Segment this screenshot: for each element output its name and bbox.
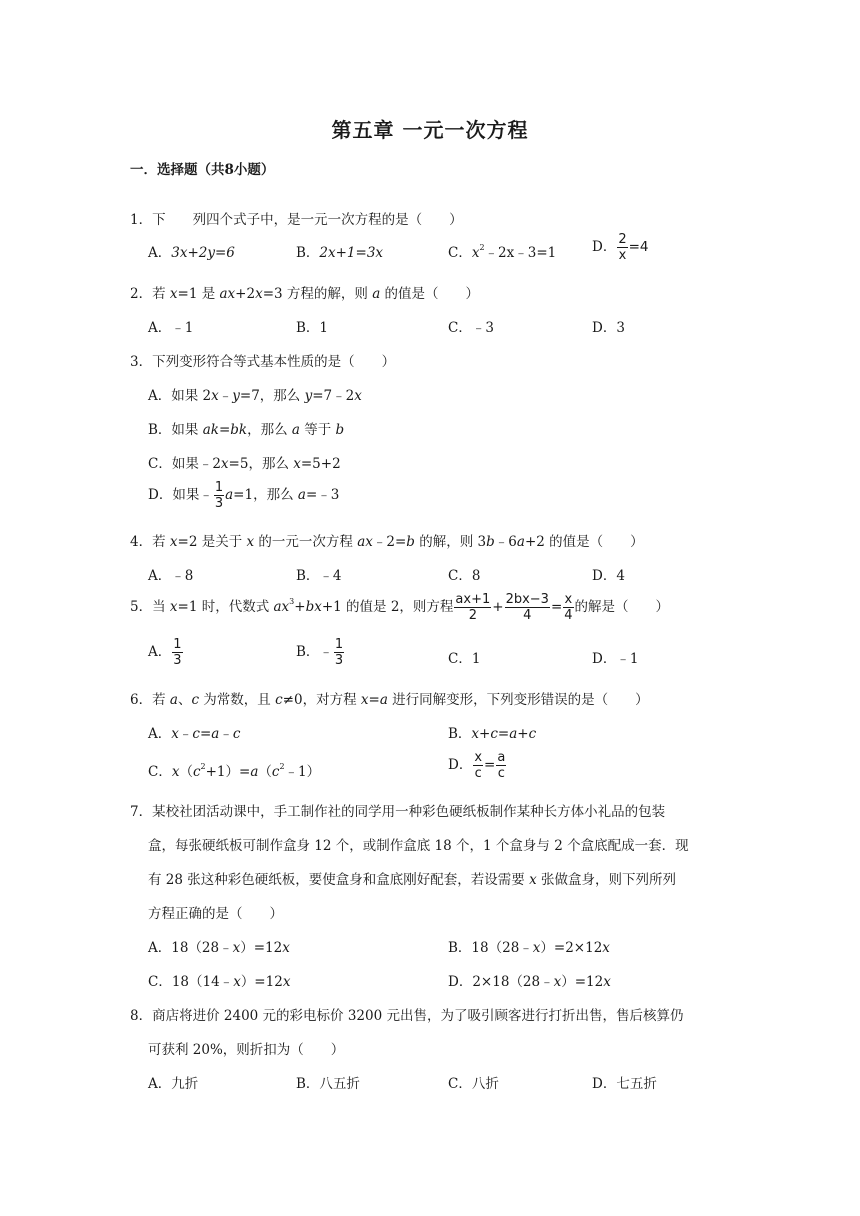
page-title: 第五章 一元一次方程 [331, 118, 529, 142]
q7-option-c: C．18（14﹣x）=12x [148, 974, 291, 990]
q7-option-b: B．18（28﹣x）=2×12x [448, 940, 610, 956]
fraction: $\frac{2}{x}$ [618, 232, 627, 263]
question-7-line-3: 有 28 张这种彩色硬纸板，要使盒身和盒底刚好配套，若设需要 x 张做盒身，则下列所列 [148, 872, 676, 888]
question-3-stem: 3．下列变形符合等式基本性质的是（ ） [130, 354, 396, 370]
q5-option-d: D．﹣1 [592, 651, 639, 667]
q1-option-c: C．$x^2﹣2x﹣3=1$ [448, 243, 557, 261]
fraction: $\frac{1}{3}$ [214, 480, 224, 511]
q3-option-a: A．如果 2x﹣y=7，那么 y=7﹣2x [148, 388, 362, 404]
q6-option-b: B．x+c=a+c [448, 726, 537, 742]
question-7-line-1: 7．某校社团活动课中，手工制作社的同学用一种彩色硬纸板制作某种长方体小礼品的包装 [130, 804, 666, 820]
q3-option-b: B．如果 ak=bk，那么 a 等于 b [148, 422, 345, 438]
q7-option-a: A．18（28﹣x）=12x [148, 940, 290, 956]
fraction: $\frac{x}{c}$ [474, 750, 483, 781]
q2-option-a: A．﹣1 [148, 320, 194, 336]
q4-option-b: B．﹣4 [296, 568, 342, 584]
q1-option-b: B．2x+1=3x [296, 245, 384, 261]
fraction: $\frac{2bx-3}{4}$ [505, 592, 549, 623]
q4-option-c: C．8 [448, 568, 481, 584]
q8-option-a: A．九折 [148, 1076, 199, 1092]
q2-option-d: D．3 [592, 320, 625, 336]
question-8-line-1: 8．商店将进价 2400 元的彩电标价 3200 元出售，为了吸引顾客进行打折出售，售后核算仍 [130, 1008, 684, 1024]
fraction: $\frac{a}{c}$ [497, 750, 506, 781]
question-text: 下 列四个式子中，是一元一次方程的是（ ） [152, 212, 463, 228]
q3-option-c: C．如果﹣2x=5，那么 x=5+2 [148, 456, 341, 472]
section-heading: 一．选择题（共8小题） [130, 162, 275, 178]
q6-option-a: A．x﹣c=a﹣c [148, 726, 241, 742]
question-number: 1． [130, 212, 153, 228]
q5-option-a: A． $\frac{1}{3}$ [148, 637, 182, 668]
q1-option-a: A．3x+2y=6 [148, 245, 235, 261]
fraction: $\frac{1}{3}$ [334, 637, 344, 668]
fraction: $\frac{x}{4}$ [564, 592, 573, 623]
question-7-line-2: 盒，每张硬纸板可制作盒身 12 个，或制作盒底 18 个，1 个盒身与 2 个盒底配成一套．现 [148, 838, 689, 854]
fraction: $\frac{1}{3}$ [173, 637, 182, 668]
q3-option-d: D．如果﹣ $\frac{1}{3}$ a=1，那么 a=﹣3 [148, 480, 340, 511]
q6-option-c: C．$x(c^2+1)=a(c^2﹣1)$ [148, 762, 321, 780]
question-7-line-4: 方程正确的是（ ） [148, 906, 283, 922]
question-8-line-2: 可获利 20%，则折扣为（ ） [148, 1042, 345, 1058]
question-6-stem: 6．若 a、c 为常数，且 c≠0，对方程 x=a 进行同解变形，下列变形错误的是（ ） [130, 692, 649, 708]
q8-option-c: C．八折 [448, 1076, 499, 1092]
q8-option-b: B．八五折 [296, 1076, 360, 1092]
q2-option-c: C．﹣3 [448, 320, 494, 336]
q4-option-d: D．4 [592, 568, 625, 584]
question-5-stem: 5．当 x=1 时，代数式 $ax^3+bx+1$ 的值是 2，则方程 $\frac{ax+1}{2}$ + $\frac{2bx-3}{4}$ = $\frac{x}{4}$ 的解是（ ） [130, 592, 670, 623]
fraction: $\frac{ax+1}{2}$ [455, 592, 491, 623]
q1-option-d: D． $\frac{2}{x}$ =4 [592, 232, 649, 263]
q5-option-c: C．1 [448, 651, 481, 667]
q2-option-b: B．1 [296, 320, 329, 336]
question-4-stem: 4．若 x=2 是关于 x 的一元一次方程 ax﹣2=b 的解，则 3b﹣6a+2 的值是（ ） [130, 534, 644, 550]
question-2-stem: 2．若 x=1 是 ax+2x=3 方程的解，则 a 的值是（ ） [130, 286, 480, 302]
q4-option-a: A．﹣8 [148, 568, 194, 584]
q5-option-b: B．﹣ $\frac{1}{3}$ [296, 637, 344, 668]
q7-option-d: D．2×18（28﹣x）=12x [448, 974, 611, 990]
q8-option-d: D．七五折 [592, 1076, 657, 1092]
question-1-stem [130, 208, 463, 228]
q6-option-d: D． $\frac{x}{c}$ = $\frac{a}{c}$ [448, 750, 506, 781]
